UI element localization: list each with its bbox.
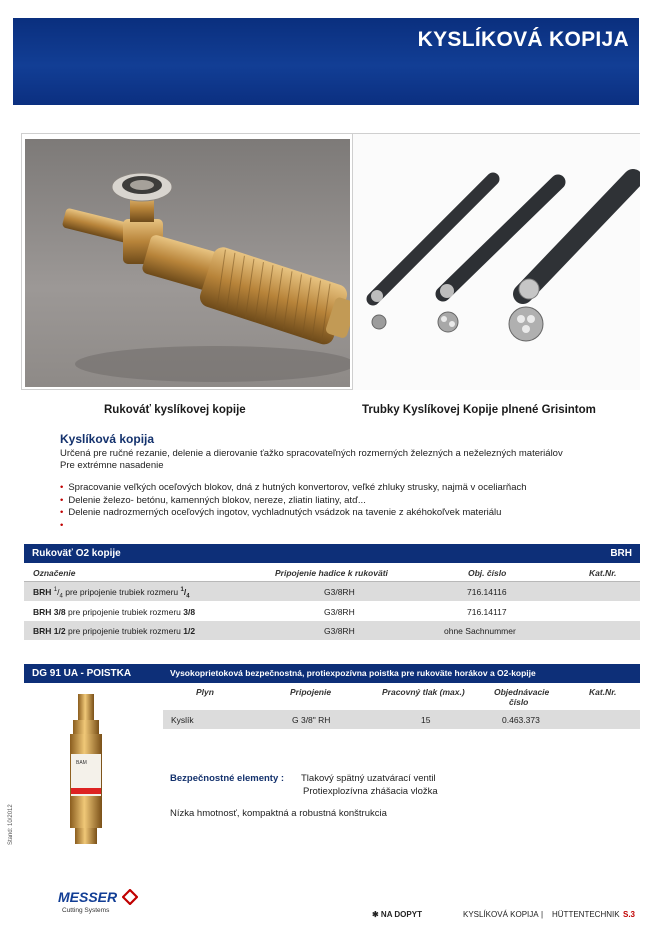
table-row (24, 621, 640, 640)
section-title: Kyslíková kopija (60, 432, 155, 446)
feature-note: Nízka hmotnosť, kompaktná a robustná konštrukcia (170, 808, 387, 819)
column-header-order-number: Obj. číslo (468, 568, 507, 578)
list-item (60, 520, 527, 533)
column-header-pressure: Pracovný tlak (max.) (382, 687, 465, 697)
connection-cell: G3/8RH (324, 607, 355, 617)
lance-tubes-photo (352, 134, 640, 390)
column-header-designation: Označenie (33, 568, 76, 578)
column-header-order-number-line2: číslo (509, 697, 529, 707)
lance-handle-photo (25, 139, 350, 387)
messer-diamond-icon (122, 889, 138, 905)
company-logo (58, 889, 138, 914)
flashback-arrestor-photo (64, 690, 108, 848)
photo-panel (21, 133, 640, 390)
connection-cell: G3/8RH (324, 587, 355, 597)
designation-cell: BRH 1/2 pre pripojenie trubiek rozmeru 1/2 (33, 626, 196, 636)
order-number-cell: 716.14116 (467, 587, 507, 597)
application-list (60, 482, 527, 532)
order-number-cell: 716.14117 (467, 607, 507, 617)
footer-brand: HÜTTENTECHNIK (552, 910, 620, 919)
revision-stamp: Stand: 10/2012 (8, 804, 14, 845)
designation-cell: BRH 3/8 pre pripojenie trubiek rozmeru 3/8 (33, 607, 196, 617)
connection-cell: G3/8RH (324, 626, 355, 636)
page-number: S.3 (623, 910, 636, 919)
list-item: • Delenie železo- betónu, kamenných blokov, nereze, zliatin liatiny, atď... (60, 495, 527, 508)
list-item: • Spracovanie veľkých oceľových blokov, dná z hutných konvertorov, veľké zhluky strusky, najmä v oceliarňach (60, 482, 527, 495)
lance-handle-illustration (25, 139, 350, 387)
handle-table-title: Rukoväť O2 kopije (32, 548, 121, 559)
order-number-cell: 0.463.373 (502, 715, 540, 725)
caption-tubes: Trubky Kyslíkovej Kopije plnené Grisintom (362, 404, 596, 416)
arrestor-table-title: DG 91 UA - POISTKA (32, 668, 132, 679)
table-row (163, 710, 640, 729)
logo-subtitle: Cutting Systems (62, 907, 110, 914)
intro-usage: Pre extrémne nasadenie (60, 460, 164, 471)
safety-item: Protiexplozívna zhášacia vložka (303, 786, 438, 797)
column-header-cat-nr: Kat.Nr. (589, 568, 617, 578)
designation-cell: BRH $^1/_4$ pre pripojenie trubiek rozmeru $^1/_4$ (33, 587, 190, 600)
handle-table-header (24, 544, 640, 563)
connection-cell: G 3/8" RH (292, 715, 331, 725)
svg-text:BAM: BAM (76, 760, 87, 766)
footer-separator: | (541, 910, 544, 919)
table-row (24, 582, 640, 601)
page-title: KYSLÍKOVÁ KOPIJA (417, 28, 629, 51)
safety-item: Tlakový spätný uzatvárací ventil (301, 773, 436, 784)
lance-tubes-illustration (353, 134, 640, 390)
safety-label: Bezpečnostné elementy : (170, 773, 285, 784)
column-header-connection: Pripojenie hadice k rukoväti (275, 568, 388, 578)
pressure-cell: 15 (421, 715, 431, 725)
header-banner (13, 18, 639, 105)
arrestor-description: Vysokoprietoková bezpečnostná, protiexpozívna poistka pre rukoväte horákov a O2-kopije (170, 668, 536, 678)
handle-table-code: BRH (610, 548, 632, 559)
column-header-cat-nr: Kat.Nr. (589, 687, 617, 697)
column-header-gas: Plyn (196, 687, 214, 697)
footer-section: KYSLÍKOVÁ KOPIJA (463, 910, 539, 919)
caption-handle: Rukováť kyslíkovej kopije (104, 404, 246, 416)
flashback-arrestor-illustration (64, 690, 108, 848)
on-request-note: ✱ NA DOPYT (372, 910, 422, 919)
arrestor-table-header (24, 664, 640, 683)
table-row (24, 602, 640, 621)
column-header-order-number: Objednávacie (494, 687, 550, 697)
intro-description: Určená pre ručné rezanie, delenie a dierovanie ťažko spracovateľných rozmerných železných a neželezných materiálov (60, 448, 563, 459)
order-number-cell: ohne Sachnummer (444, 626, 516, 636)
list-item: • Delenie nadrozmerných oceľových ingotov, vychladnutých vsádzok na tavenie z akéhokoľvek materiálu (60, 507, 527, 520)
logo-wordmark: MESSER (58, 889, 118, 905)
column-header-connection: Pripojenie (290, 687, 332, 697)
gas-cell: Kyslík (171, 715, 194, 725)
